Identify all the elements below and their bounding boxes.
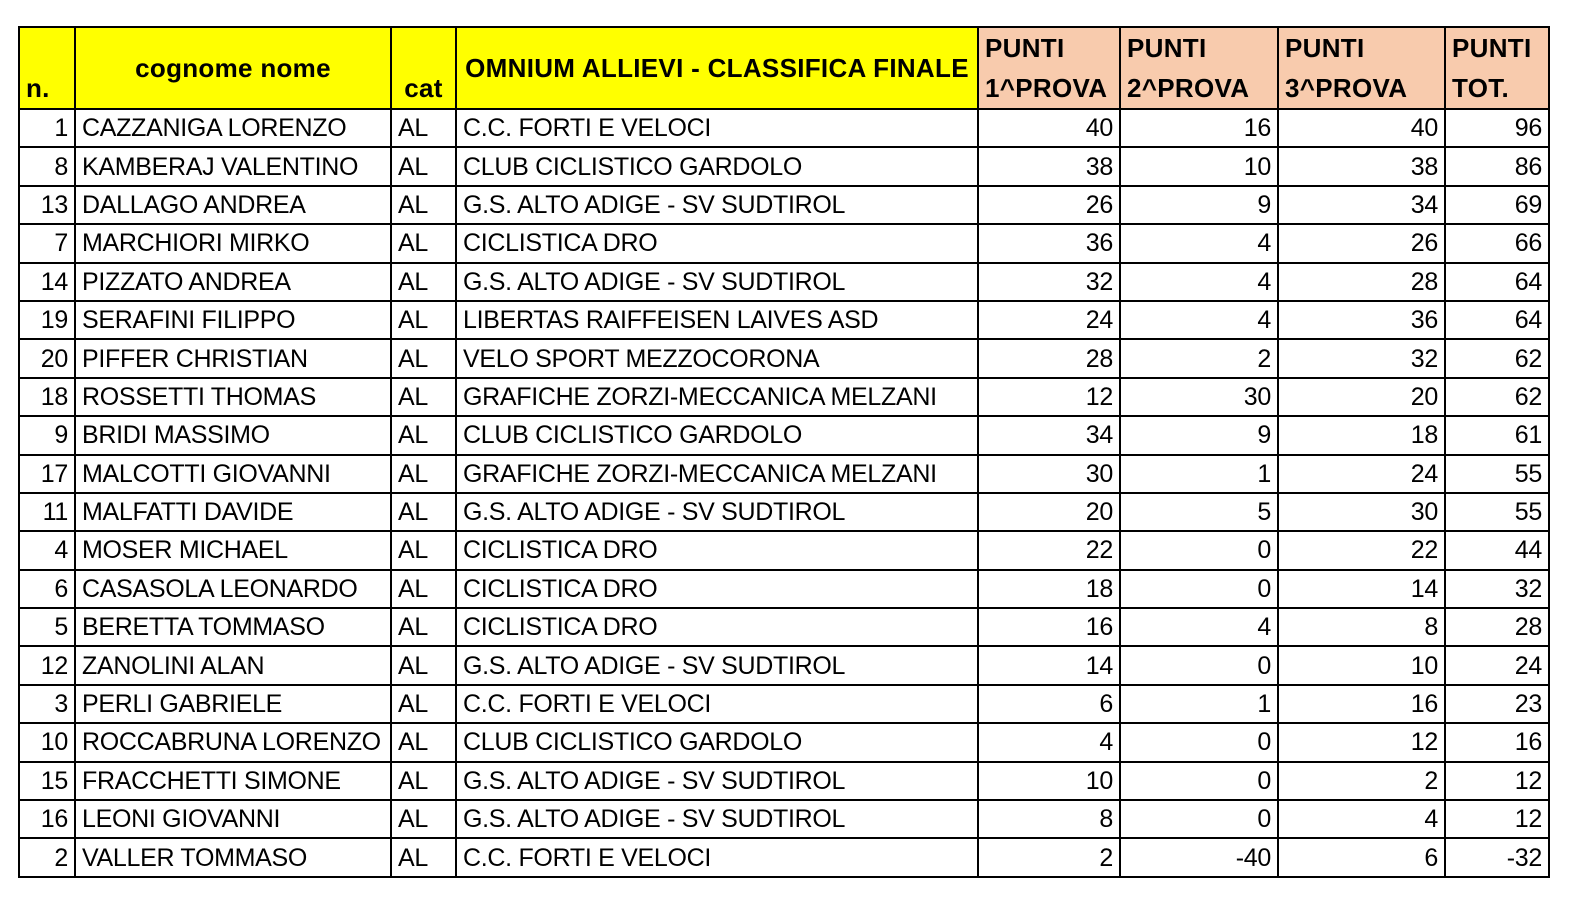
table-row — [19, 800, 1549, 838]
cell-points-total: 16 — [1445, 723, 1549, 761]
cell-team: CLUB CICLISTICO GARDOLO — [456, 416, 978, 454]
table-row — [19, 646, 1549, 684]
cell-team: G.S. ALTO ADIGE - SV SUDTIROL — [456, 800, 978, 838]
cell-points-3: 24 — [1278, 455, 1445, 493]
cell-team: VELO SPORT MEZZOCORONA — [456, 339, 978, 377]
cell-points-3: 36 — [1278, 301, 1445, 339]
cell-team: LIBERTAS RAIFFEISEN LAIVES ASD — [456, 301, 978, 339]
cell-n: 12 — [19, 646, 75, 684]
cell-n: 4 — [19, 531, 75, 569]
cell-points-3: 6 — [1278, 838, 1445, 876]
cell-team: G.S. ALTO ADIGE - SV SUDTIROL — [456, 263, 978, 301]
cell-n: 5 — [19, 608, 75, 646]
cell-cat: AL — [391, 301, 456, 339]
cell-team: CLUB CICLISTICO GARDOLO — [456, 147, 978, 185]
cell-name: MOSER MICHAEL — [75, 531, 391, 569]
cell-name: CASASOLA LEONARDO — [75, 570, 391, 608]
cell-n: 9 — [19, 416, 75, 454]
cell-name: PIZZATO ANDREA — [75, 263, 391, 301]
cell-name: VALLER TOMMASO — [75, 838, 391, 876]
cell-points-total: 44 — [1445, 531, 1549, 569]
cell-points-3: 12 — [1278, 723, 1445, 761]
table-row — [19, 685, 1549, 723]
classifica-table — [18, 26, 1550, 878]
cell-team: C.C. FORTI E VELOCI — [456, 838, 978, 876]
cell-cat: AL — [391, 800, 456, 838]
cell-n: 16 — [19, 800, 75, 838]
table-row — [19, 186, 1549, 224]
cell-points-2: 1 — [1120, 685, 1278, 723]
cell-n: 2 — [19, 838, 75, 876]
cell-points-total: 55 — [1445, 455, 1549, 493]
cell-team: G.S. ALTO ADIGE - SV SUDTIROL — [456, 646, 978, 684]
cell-points-total: 64 — [1445, 301, 1549, 339]
cell-points-2: 0 — [1120, 800, 1278, 838]
cell-points-1: 26 — [978, 186, 1120, 224]
cell-team: C.C. FORTI E VELOCI — [456, 109, 978, 147]
cell-points-1: 2 — [978, 838, 1120, 876]
cell-points-total: 28 — [1445, 608, 1549, 646]
cell-points-total: -32 — [1445, 838, 1549, 876]
cell-points-3: 22 — [1278, 531, 1445, 569]
table-row — [19, 493, 1549, 531]
header-cat: cat — [391, 27, 456, 109]
cell-points-1: 14 — [978, 646, 1120, 684]
cell-n: 1 — [19, 109, 75, 147]
cell-cat: AL — [391, 762, 456, 800]
cell-points-1: 8 — [978, 800, 1120, 838]
cell-n: 19 — [19, 301, 75, 339]
cell-points-2: 4 — [1120, 608, 1278, 646]
cell-points-2: -40 — [1120, 838, 1278, 876]
cell-points-3: 26 — [1278, 224, 1445, 262]
cell-name: ROSSETTI THOMAS — [75, 378, 391, 416]
cell-cat: AL — [391, 685, 456, 723]
table-row — [19, 838, 1549, 876]
table-row — [19, 301, 1549, 339]
table-row — [19, 416, 1549, 454]
table-row — [19, 224, 1549, 262]
table-row — [19, 147, 1549, 185]
cell-n: 15 — [19, 762, 75, 800]
cell-points-1: 22 — [978, 531, 1120, 569]
table-body — [19, 109, 1549, 877]
cell-points-1: 40 — [978, 109, 1120, 147]
cell-name: LEONI GIOVANNI — [75, 800, 391, 838]
cell-name: BERETTA TOMMASO — [75, 608, 391, 646]
cell-cat: AL — [391, 838, 456, 876]
cell-cat: AL — [391, 147, 456, 185]
cell-points-1: 16 — [978, 608, 1120, 646]
table-row — [19, 263, 1549, 301]
cell-points-2: 4 — [1120, 224, 1278, 262]
cell-points-1: 38 — [978, 147, 1120, 185]
cell-n: 7 — [19, 224, 75, 262]
cell-points-3: 30 — [1278, 493, 1445, 531]
cell-cat: AL — [391, 455, 456, 493]
header-title: OMNIUM ALLIEVI - CLASSIFICA FINALE — [456, 27, 978, 109]
cell-name: DALLAGO ANDREA — [75, 186, 391, 224]
cell-points-1: 30 — [978, 455, 1120, 493]
cell-n: 3 — [19, 685, 75, 723]
cell-points-1: 20 — [978, 493, 1120, 531]
cell-n: 14 — [19, 263, 75, 301]
table-row — [19, 339, 1549, 377]
cell-team: CICLISTICA DRO — [456, 570, 978, 608]
table-row — [19, 109, 1549, 147]
cell-points-2: 10 — [1120, 147, 1278, 185]
cell-team: CLUB CICLISTICO GARDOLO — [456, 723, 978, 761]
cell-points-1: 32 — [978, 263, 1120, 301]
cell-points-1: 34 — [978, 416, 1120, 454]
cell-points-2: 5 — [1120, 493, 1278, 531]
cell-points-1: 28 — [978, 339, 1120, 377]
cell-points-total: 55 — [1445, 493, 1549, 531]
cell-cat: AL — [391, 416, 456, 454]
cell-cat: AL — [391, 723, 456, 761]
cell-n: 11 — [19, 493, 75, 531]
cell-points-2: 4 — [1120, 263, 1278, 301]
cell-points-total: 12 — [1445, 800, 1549, 838]
cell-points-1: 6 — [978, 685, 1120, 723]
cell-cat: AL — [391, 570, 456, 608]
cell-points-total: 61 — [1445, 416, 1549, 454]
cell-points-total: 32 — [1445, 570, 1549, 608]
cell-points-1: 18 — [978, 570, 1120, 608]
cell-points-1: 36 — [978, 224, 1120, 262]
cell-points-3: 20 — [1278, 378, 1445, 416]
cell-name: BRIDI MASSIMO — [75, 416, 391, 454]
header-points-1: PUNTI 1^PROVA — [978, 27, 1120, 109]
cell-team: G.S. ALTO ADIGE - SV SUDTIROL — [456, 762, 978, 800]
header-n: n. — [19, 27, 75, 109]
cell-points-3: 16 — [1278, 685, 1445, 723]
cell-name: SERAFINI FILIPPO — [75, 301, 391, 339]
cell-points-2: 0 — [1120, 646, 1278, 684]
cell-points-3: 32 — [1278, 339, 1445, 377]
cell-cat: AL — [391, 608, 456, 646]
cell-n: 20 — [19, 339, 75, 377]
cell-name: ZANOLINI ALAN — [75, 646, 391, 684]
table-row — [19, 608, 1549, 646]
cell-points-2: 1 — [1120, 455, 1278, 493]
cell-points-total: 62 — [1445, 378, 1549, 416]
cell-points-2: 16 — [1120, 109, 1278, 147]
cell-team: CICLISTICA DRO — [456, 608, 978, 646]
cell-team: GRAFICHE ZORZI-MECCANICA MELZANI — [456, 378, 978, 416]
table-row — [19, 455, 1549, 493]
cell-points-total: 12 — [1445, 762, 1549, 800]
cell-points-3: 10 — [1278, 646, 1445, 684]
cell-cat: AL — [391, 646, 456, 684]
table-row — [19, 531, 1549, 569]
cell-team: G.S. ALTO ADIGE - SV SUDTIROL — [456, 493, 978, 531]
cell-name: MALCOTTI GIOVANNI — [75, 455, 391, 493]
cell-cat: AL — [391, 339, 456, 377]
cell-cat: AL — [391, 531, 456, 569]
cell-n: 8 — [19, 147, 75, 185]
cell-name: ROCCABRUNA LORENZO — [75, 723, 391, 761]
table-row — [19, 378, 1549, 416]
cell-n: 18 — [19, 378, 75, 416]
cell-n: 13 — [19, 186, 75, 224]
header-row — [19, 27, 1549, 109]
cell-points-2: 30 — [1120, 378, 1278, 416]
cell-team: CICLISTICA DRO — [456, 224, 978, 262]
cell-points-total: 86 — [1445, 147, 1549, 185]
header-name: cognome nome — [75, 27, 391, 109]
cell-cat: AL — [391, 263, 456, 301]
cell-points-3: 28 — [1278, 263, 1445, 301]
cell-n: 6 — [19, 570, 75, 608]
cell-points-total: 96 — [1445, 109, 1549, 147]
cell-points-total: 62 — [1445, 339, 1549, 377]
cell-points-3: 2 — [1278, 762, 1445, 800]
cell-cat: AL — [391, 186, 456, 224]
cell-cat: AL — [391, 378, 456, 416]
table-header — [19, 27, 1549, 109]
cell-cat: AL — [391, 224, 456, 262]
cell-n: 17 — [19, 455, 75, 493]
cell-points-1: 12 — [978, 378, 1120, 416]
cell-cat: AL — [391, 493, 456, 531]
cell-points-3: 40 — [1278, 109, 1445, 147]
cell-points-2: 0 — [1120, 762, 1278, 800]
cell-points-total: 66 — [1445, 224, 1549, 262]
table-row — [19, 762, 1549, 800]
cell-team: G.S. ALTO ADIGE - SV SUDTIROL — [456, 186, 978, 224]
cell-team: C.C. FORTI E VELOCI — [456, 685, 978, 723]
cell-points-3: 8 — [1278, 608, 1445, 646]
cell-name: PIFFER CHRISTIAN — [75, 339, 391, 377]
cell-points-3: 34 — [1278, 186, 1445, 224]
cell-points-total: 23 — [1445, 685, 1549, 723]
header-points-3: PUNTI 3^PROVA — [1278, 27, 1445, 109]
cell-points-2: 9 — [1120, 186, 1278, 224]
cell-points-total: 24 — [1445, 646, 1549, 684]
cell-name: MALFATTI DAVIDE — [75, 493, 391, 531]
cell-points-2: 0 — [1120, 723, 1278, 761]
cell-points-2: 4 — [1120, 301, 1278, 339]
table-row — [19, 723, 1549, 761]
header-points-2: PUNTI 2^PROVA — [1120, 27, 1278, 109]
cell-points-1: 10 — [978, 762, 1120, 800]
cell-points-1: 24 — [978, 301, 1120, 339]
cell-name: FRACCHETTI SIMONE — [75, 762, 391, 800]
cell-name: MARCHIORI MIRKO — [75, 224, 391, 262]
cell-points-1: 4 — [978, 723, 1120, 761]
cell-points-3: 4 — [1278, 800, 1445, 838]
table-row — [19, 570, 1549, 608]
cell-n: 10 — [19, 723, 75, 761]
cell-points-2: 2 — [1120, 339, 1278, 377]
cell-name: CAZZANIGA LORENZO — [75, 109, 391, 147]
cell-team: GRAFICHE ZORZI-MECCANICA MELZANI — [456, 455, 978, 493]
cell-points-2: 0 — [1120, 531, 1278, 569]
cell-name: PERLI GABRIELE — [75, 685, 391, 723]
cell-points-3: 18 — [1278, 416, 1445, 454]
cell-name: KAMBERAJ VALENTINO — [75, 147, 391, 185]
cell-team: CICLISTICA DRO — [456, 531, 978, 569]
cell-points-3: 38 — [1278, 147, 1445, 185]
cell-points-total: 64 — [1445, 263, 1549, 301]
cell-points-2: 0 — [1120, 570, 1278, 608]
cell-cat: AL — [391, 109, 456, 147]
cell-points-total: 69 — [1445, 186, 1549, 224]
header-points-total: PUNTI TOT. — [1445, 27, 1549, 109]
cell-points-3: 14 — [1278, 570, 1445, 608]
cell-points-2: 9 — [1120, 416, 1278, 454]
